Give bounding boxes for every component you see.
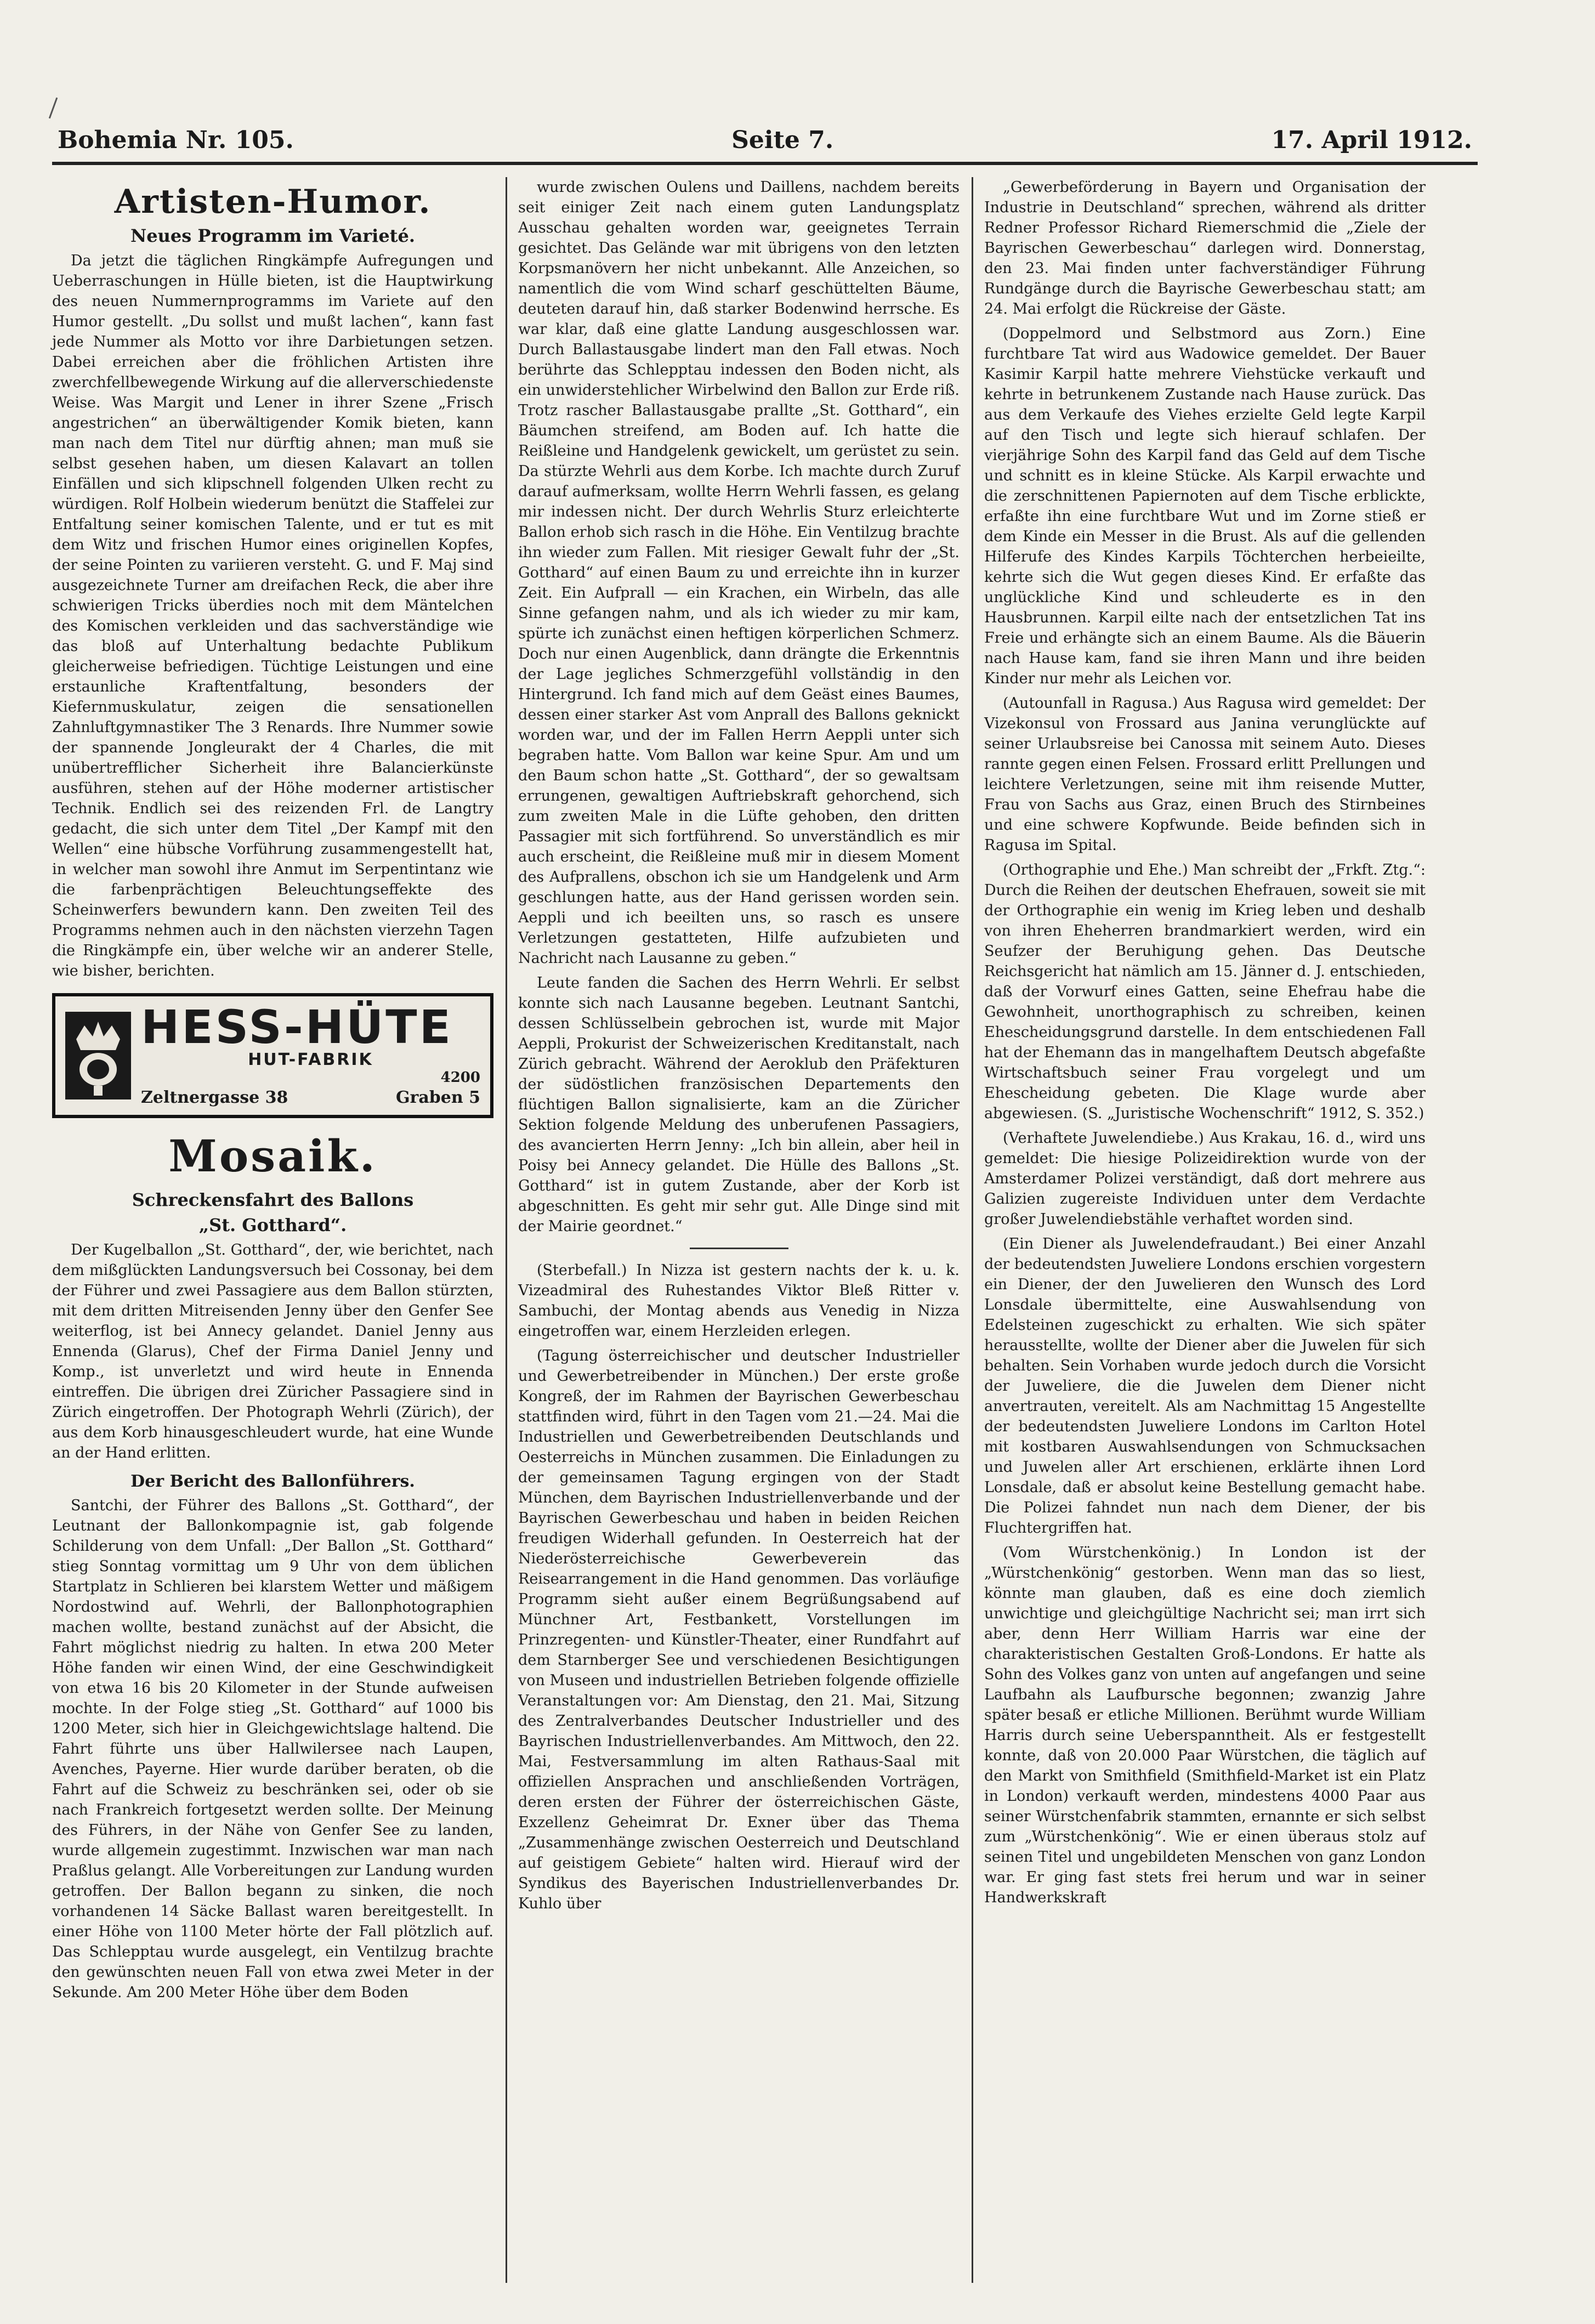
article-paragraph: Leute fanden die Sachen des Herrn Wehrli. Er selbst konnte sich nach Lausanne begeben. Leutnant Santchi, dessen Schlüsselbein gebrochen ist, wurde mit Major Aeppli, Prokurist der Schweizerischen Kreditanstalt, nach Zürich gebracht. Während der Aeroklub den Präfekturen der südöstlichen französischen Departements den flüchtigen Ballon signalisierte, kam an die Züricher Sektion folgende Meldung des unberufenen Passagiers, des avancierten Herrn Jenny: „Ich bin allein, aber heil in Poisy bei Annecy gelandet. Die Hülle des Ballons „St. Gotthard“ ist in gutem Zustande, aber der Korb ist abgeschnitten. Es geht mir sehr gut. Alle Dinge sind mit der Mairie geordnet.“ xyxy=(518,974,960,1235)
article-paragraph: Der Kugelballon „St. Gotthard“, der, wie berichtet, nach dem mißglückten Landungsversuch bei Cossonay, bei dem der Führer und zwei Passagiere aus dem Ballon stürzten, mit dem dritten Mitreisenden Jenny über den Genfer See weiterflog, ist bei Annecy gelandet. Daniel Jenny aus Ennenda (Glarus), Chef der Firma Daniel Jenny und Komp., ist unverletzt und wird heute in Ennenda eintreffen. Die übrigen drei Züricher Passagiere sind in Zürich eingetroffen. Der Photograph Wehrli (Zürich), der aus dem Korb hinausgeschleudert wurde, hat eine Wunde an der Hand erlitten. xyxy=(52,1242,493,1461)
ink-mark xyxy=(49,98,67,122)
ad-addresses xyxy=(141,1088,480,1107)
ad-address-right: Graben 5 xyxy=(395,1088,480,1107)
section-heading-bericht: Der Bericht des Ballonführers. xyxy=(130,1472,415,1491)
ad-brand: HESS-HÜTE xyxy=(141,1000,453,1054)
article-paragraph: wurde zwischen Oulens und Daillens, nachdem bereits seit einiger Zeit nach einem guten Landungsplatz Ausschau gehalten worden war, geeignetes Terrain gesichtet. Das Gelände war mit übrigens von den letzten Korpsmanövern her nicht unbekannt. Alle Anzeichen, so namentlich die vom Wind scharf geschüttelten Bäume, deuteten darauf hin, daß starker Bodenwind herrsche. Es war klar, daß eine glatte Landung ausgeschlossen war. Durch Ballastausgabe lindert man den Fall etwas. Noch berührte das Schlepptau indessen den Boden nicht, als ein unwiderstehlicher Wirbelwind den Ballon zur Erde riß. Trotz rascher Ballastausgabe prallte „St. Gotthard“, ein Bäumchen streifend, am Boden auf. Ich hatte die Reißleine und Handgelenk gewickelt, um gerüstet zu sein. Da stürzte Wehrli aus dem Korbe. Ich machte durch Zuruf darauf aufmerksam, wollte Herrn Wehrli fassen, es gelang mir indessen nicht. Der durch Wehrlis Sturz erleichterte Ballon erhob sich rasch in die Höhe. Ein Ventilzug brachte ihn wieder zum Fallen. Mit riesiger Gewalt fuhr der „St. Gotthard“ auf einen Baum zu und erreichte ihn in kurzer Zeit. Ein Aufprall — ein Krachen, ein Wirbeln, das alle Sinne gefangen nahm, und als ich wieder zu mir kam, spürte ich zunächst einen heftigen körperlichen Schmerz. Doch nur einen Augenblick, dann drängte die Erkenntnis der Lage jegliches Schmerzgefühl vollständig in den Hintergrund. Ich fand mich auf dem Geäst eines Baumes, dessen einer starker Ast vom Anprall des Ballons geknickt worden war, und der im Fallen Herrn Aeppli unter sich begraben hatte. Vom Ballon war keine Spur. Am und um den Baum schon hatte „St. Gotthard“, der so gewaltsam errungenen, gewaltigen Auftriebskraft gehorchend, sich zum zweiten Male in die Lüfte gehoben, den dritten Passagier mit sich fortführend. So unverständlich es mir auch erscheint, die Reißleine muß mir in diesem Moment des Aufprallens, obschon ich sie um Handgelenk und Arm geschlungen hatte, aus der Hand gerissen worden sein. Aeppli und ich beeilten uns, so rasch es unsere Verletzungen gestatteten, Hilfe aufzubieten und Nachricht nach Lausanne zu geben.“ xyxy=(518,179,960,967)
ad-address-left: Zeltnergasse 38 xyxy=(141,1088,288,1107)
subhead-programm: Neues Programm im Varieté. xyxy=(130,225,415,246)
column-3 xyxy=(984,177,1426,1912)
header-date: 17. April 1912. xyxy=(1271,126,1472,154)
news-item: (Vom Würstchenkönig.) In London ist der „Würstchenkönig“ gestorben. Wenn man das so liest, könnte man glauben, daß es eine doch ziemlich unwichtige und gleichgültige Nachricht sei; man irrt sich aber, denn Herr William Harris war eine der charakteristischen Gestalten Groß-Londons. Er hatte als Sohn des Volkes ganz von unten auf angefangen und seine Laufbahn als Laufbursche begonnen; zwanzig Jahre später besaß er etliche Millionen. Berühmt wurde William Harris durch seine Ueberspanntheit. Als er festgestellt konnte, daß von 20.000 Paar Würstchen, die täglich auf den Markt von Smithfield (Smithfield-Market ist ein Platz in London) verkauft werden, mindestens 4000 Paar aus seiner Würstchenfabrik stammten, ernannte er sich selbst zum „Würstchenkönig“. Wie er einen überaus stolz auf seinen Titel und ungebildeten Menschen von ganz London war. Er ging fast stets frei herum und war in seiner Handwerkskraft xyxy=(984,1544,1426,1906)
news-item: (Ein Diener als Juwelendefraudant.) Bei einer Anzahl der bedeutendsten Juweliere Londons erschien vorgestern ein Diener, der den Juwelieren den Wunsch des Lord Lonsdale übermittelte, eine Auswahlsendung von Edelsteinen zugeschickt zu erhalten. Wie sich später herausstellte, wollte der Diener aber die Juwelen für sich behalten. Sein Vorhaben wurde jedoch durch die Vorsicht der Juweliere, die die Juwelen dem Diener nicht anvertrauten, vereitelt. Als am Nachmittag 15 Angestellte der bedeutendsten Juweliere Londons im Carlton Hotel mit kostbaren Auswahlsendungen von Schmucksachen und Juwelen aller Art erschienen, erklärte ihnen Lord Lonsdale, daß er absolut keine Bestellung gemacht habe. Die Polizei fahndet nun nach dem Diener, der bis Fluchtergriffen hat. xyxy=(984,1235,1426,1537)
column-1 xyxy=(52,177,493,2007)
advertisement-hess-huete xyxy=(52,993,493,1118)
divider xyxy=(690,1248,788,1249)
ad-phone: 4200 xyxy=(440,1069,480,1086)
news-item: (Verhaftete Juwelendiebe.) Aus Krakau, 16. d., wird uns gemeldet: Die hiesige Polizeidirektion wurde von der Amsterdamer Polizei verständigt, daß dort mehrere aus Galizien zugereiste Individuen unter dem Verdachte großer Juwelendiebstähle verhaftet worden sind. xyxy=(984,1130,1426,1228)
page-header xyxy=(52,126,1478,162)
advertisement-text xyxy=(141,1000,480,1107)
crown-emblem-icon xyxy=(65,1012,131,1099)
news-item: „Gewerbeförderung in Bayern und Organisation der Industrie in Deutschland“ sprechen, während als dritter Redner Professor Richard Riemerschmid die „Ziele der Bayrischen Gewerbeschau“ darlegen wird. Donnerstag, den 23. Mai finden unter fachverständiger Führung Rundgänge durch die Bayrische Gewerbeschau statt; am 24. Mai erfolgt die Rückreise der Gäste. xyxy=(984,179,1426,318)
ad-subtitle: HUT-FABRIK xyxy=(248,1050,373,1069)
article-paragraph: Da jetzt die täglichen Ringkämpfe Aufregungen und Ueberraschungen in Hülle bieten, ist die Hauptwirkung des neuen Nummernprogramms im Variete auf den Humor gestellt. „Du sollst und mußt lachen“, kann fast jede Nummer als Motto vor ihre Darbietungen setzen. Dabei erreichen aber die fröhlichen Artisten ihre zwerchfellbewegende Wirkung auf die allerverschiedenste Weise. Was Margit und Lener in ihrer Szene „Frisch angestrichen“ an überwältigender Komik bieten, kann man nach dem Titel nur dürftig ahnen; man muß sie selbst gesehen haben, um diesen Kalavart an tollen Einfällen und sich klipschnell folgenden Ulken recht zu würdigen. Rolf Holbein wiederum benützt die Staffelei zur Entfaltung seiner komischen Talente, und er tut es mit dem Witz und frischen Humor eines originellen Kopfes, der seine Pointen zu variieren versteht. G. und F. Maj sind ausgezeichnete Turner am dreifachen Reck, die aber ihre schwierigen Tricks überdies noch mit dem Mäntelchen des Komischen verkleiden und das sachverständige wie das bloß auf Unterhaltung bedachte Publikum gleicherweise befriedigen. Tüchtige Leistungen und eine erstaunliche Kraftentfaltung, besonders der Kiefernmuskulatur, zeigen die sensationellen Zahnluftgymnastiker The 3 Renards. Ihre Nummer sowie der spannende Jongleurakt der 4 Charles, die mit unübertrefflicher Sicherheit ihre Balancierkünste ausführen, stehen auf der Höhe moderner artistischer Technik. Endlich sei des reizenden Frl. de Langtry gedacht, die sich unter dem Titel „Der Kampf mit den Wellen“ eine hübsche Vorführung zusammengestellt hat, in welcher man sowohl ihre Anmut im Serpentintanz wie die farbenprächtigen Beleuchtungseffekte des Scheinwerfers bewundern kann. Den zweiten Teil des Programms nehmen auch in den nächsten vierzehn Tagen die Ringkämpfe ein, über welche wir an anderer Stelle, wie bisher, berichten. xyxy=(52,252,493,979)
section-title-mosaik: Mosaik. xyxy=(168,1130,377,1182)
columns xyxy=(52,177,1478,2007)
headline-artisten-humor: Artisten-Humor. xyxy=(114,183,432,221)
header-rule xyxy=(52,162,1478,165)
header-page-number: Seite 7. xyxy=(731,126,834,154)
news-item: (Orthographie und Ehe.) Man schreibt der „Frkft. Ztg.“: Durch die Reihen der deutschen Ehefrauen, soweit sie mit der Orthographie ein wenig im Krieg leben und deshalb von ihren Eheherren brandmarkiert werden, wird ein Seufzer der Beruhigung gehen. Das Deutsche Reichsgericht hat nämlich am 15. Jänner d. J. entschieden, daß der Vorwurf eines Gatten, seine Ehefrau habe die Gewohnheit, unorthographisch zu schreiben, keinen Ehescheidungsgrund darstelle. In dem entschiedenen Fall hat der Ehemann das in mangelhaftem Deutsch abgefaßte Wirtschaftsbuch seiner Frau vorgelegt und um Ehescheidung gebeten. Die Klage wurde aber abgewiesen. (S. „Juristische Wochenschrift“ 1912, S. 352.) xyxy=(984,861,1426,1122)
article-headline-line2: „St. Gotthard“. xyxy=(198,1215,347,1235)
news-item: (Tagung österreichischer und deutscher Industrieller und Gewerbetreibender in München.) Der erste große Kongreß, der im Rahmen der Bayrischen Gewerbeschau stattfinden wird, führt in den Tagen vom 21.—24. Mai die Industriellen und Gewerbetreibenden Deutschlands und Oesterreichs in München zusammen. Die Einladungen zu der gemeinsamen Tagung ergingen von der Stadt München, dem Bayrischen Industriellenverbande und der Bayrischen Gewerbeschau und haben in beiden Reichen freudigen Widerhall gefunden. In Oesterreich hat der Niederösterreichische Gewerbeverein das Reisearrangement in die Hand genommen. Das vorläufige Programm sieht außer einem Begrüßungsabend auf Münchner Art, Festbankett, Vorstellungen im Prinzregenten- und Künstler-Theater, einer Rundfahrt auf dem Starnberger See und verschiedenen Besichtigungen von Museen und industriellen Betrieben folgende offizielle Veranstaltungen vor: Am Dienstag, den 21. Mai, Sitzung des Zentralverbandes Deutscher Industrieller und des Bayrischen Industriellenverbandes. Am Mittwoch, den 22. Mai, Festversammlung im alten Rathaus-Saal mit offiziellen Ansprachen und anschließenden Vorträgen, deren ersten der Führer der österreichischen Gäste, Exzellenz Geheimrat Dr. Exner über das Thema „Zusammenhänge zwischen Oesterreich und Deutschland auf geistigem Gebiete“ halten wird. Hierauf wird der Syndikus des Bayerischen Industriellenverbandes Dr. Kuhlo über xyxy=(518,1347,960,1912)
header-masthead: Bohemia Nr. 105. xyxy=(58,126,294,154)
newspaper-page xyxy=(52,126,1478,2298)
news-item: (Autounfall in Ragusa.) Aus Ragusa wird gemeldet: Der Vizekonsul von Frossard aus Janina verunglückte auf seiner Urlaubsreise bei Canossa mit seinem Auto. Dieses rannte gegen einen Felsen. Frossard erlitt Prellungen und leichtere Verletzungen, seine mit ihm reisende Mutter, Frau von Sachs aus Graz, einen Bruch des Stirnbeines und eine schwere Kopfwunde. Beide befinden sich in Ragusa im Spital. xyxy=(984,695,1426,854)
news-item: (Doppelmord und Selbstmord aus Zorn.) Eine furchtbare Tat wird aus Wadowice gemeldet. Der Bauer Kasimir Karpil hatte mehrere Viehstücke verkauft und kehrte in betrunkenem Zustande nach Hause zurück. Das aus dem Verkaufe des Viehes erzielte Geld legte Karpil auf den Tisch und legte sich hierauf schlafen. Der vierjährige Sohn des Karpil fand das Geld auf dem Tische und schnitt es in kleine Stücke. Als Karpil erwachte und die zerschnittenen Papiernoten auf dem Tische erblickte, erfaßte ihn eine furchtbare Wut und im Zorne stieß er dem Kinde ein Messer in die Brust. Als auf die gellenden Hilferufe des Kindes Karpils Töchterchen herbeieilte, kehrte sich die Wut gegen dieses Kind. Er erfaßte das unglückliche Kind und schleuderte es in den Hausbrunnen. Karpil eilte nach der entsetzlichen Tat ins Freie und erhängte sich an einem Baume. Als die Bäuerin nach Hause kam, fand sie ihren Mann und ihre beiden Kinder nur mehr als Leichen vor. xyxy=(984,325,1426,687)
column-2 xyxy=(518,177,960,1918)
article-paragraph: Santchi, der Führer des Ballons „St. Gotthard“, der Leutnant der Ballonkompagnie ist, gab folgende Schilderung von dem Unfall: „Der Ballon „St. Gotthard“ stieg Sonntag vormittag um 9 Uhr von dem üblichen Startplatz in Schlieren bei klarstem Wetter und mäßigem Nordostwind auf. Wehrli, der Ballonphotographien machen wollte, bestand zunächst auf der Absicht, die Fahrt möglichst niedrig zu halten. In etwa 200 Meter Höhe fanden wir einen Wind, der eine Geschwindigkeit von etwa 16 bis 20 Kilometer in der Stunde aufweisen mochte. In der Folge stieg „St. Gotthard“ auf 1000 bis 1200 Meter, sich hier in Gleichgewichtslage haltend. Die Fahrt führte uns über Hallwilersee nach Laupen, Avenches, Payerne. Hier wurde darüber beraten, ob die Fahrt auf die Schweiz zu beschränken sei, oder ob sie nach Frankreich fortgesetzt werden sollte. Der Meinung des Führers, in der Nähe von Genfer See zu landen, wurde allgemein zugestimmt. Inzwischen war man nach Praßlus gelangt. Alle Vorbereitungen zur Landung wurden getroffen. Der Ballon begann zu sinken, die noch vorhandenen 14 Säcke Ballast waren bereitgestellt. In einer Höhe von 1100 Meter hörte der Fall plötzlich auf. Das Schlepptau wurde ausgelegt, ein Ventilzug brachte den gewünschten neuen Fall von etwa zwei Meter in der Sekunde. Am 200 Meter Höhe über dem Boden xyxy=(52,1497,493,2001)
article-headline-line1: Schreckensfahrt des Ballons xyxy=(132,1189,414,1210)
news-item: (Sterbefall.) In Nizza ist gestern nachts der k. u. k. Vizeadmiral des Ruhestandes Viktor Bleß Ritter v. Sambuchi, der Montag abends aus Venedig in Nizza eingetroffen war, einem Herzleiden erlegen. xyxy=(518,1262,960,1340)
